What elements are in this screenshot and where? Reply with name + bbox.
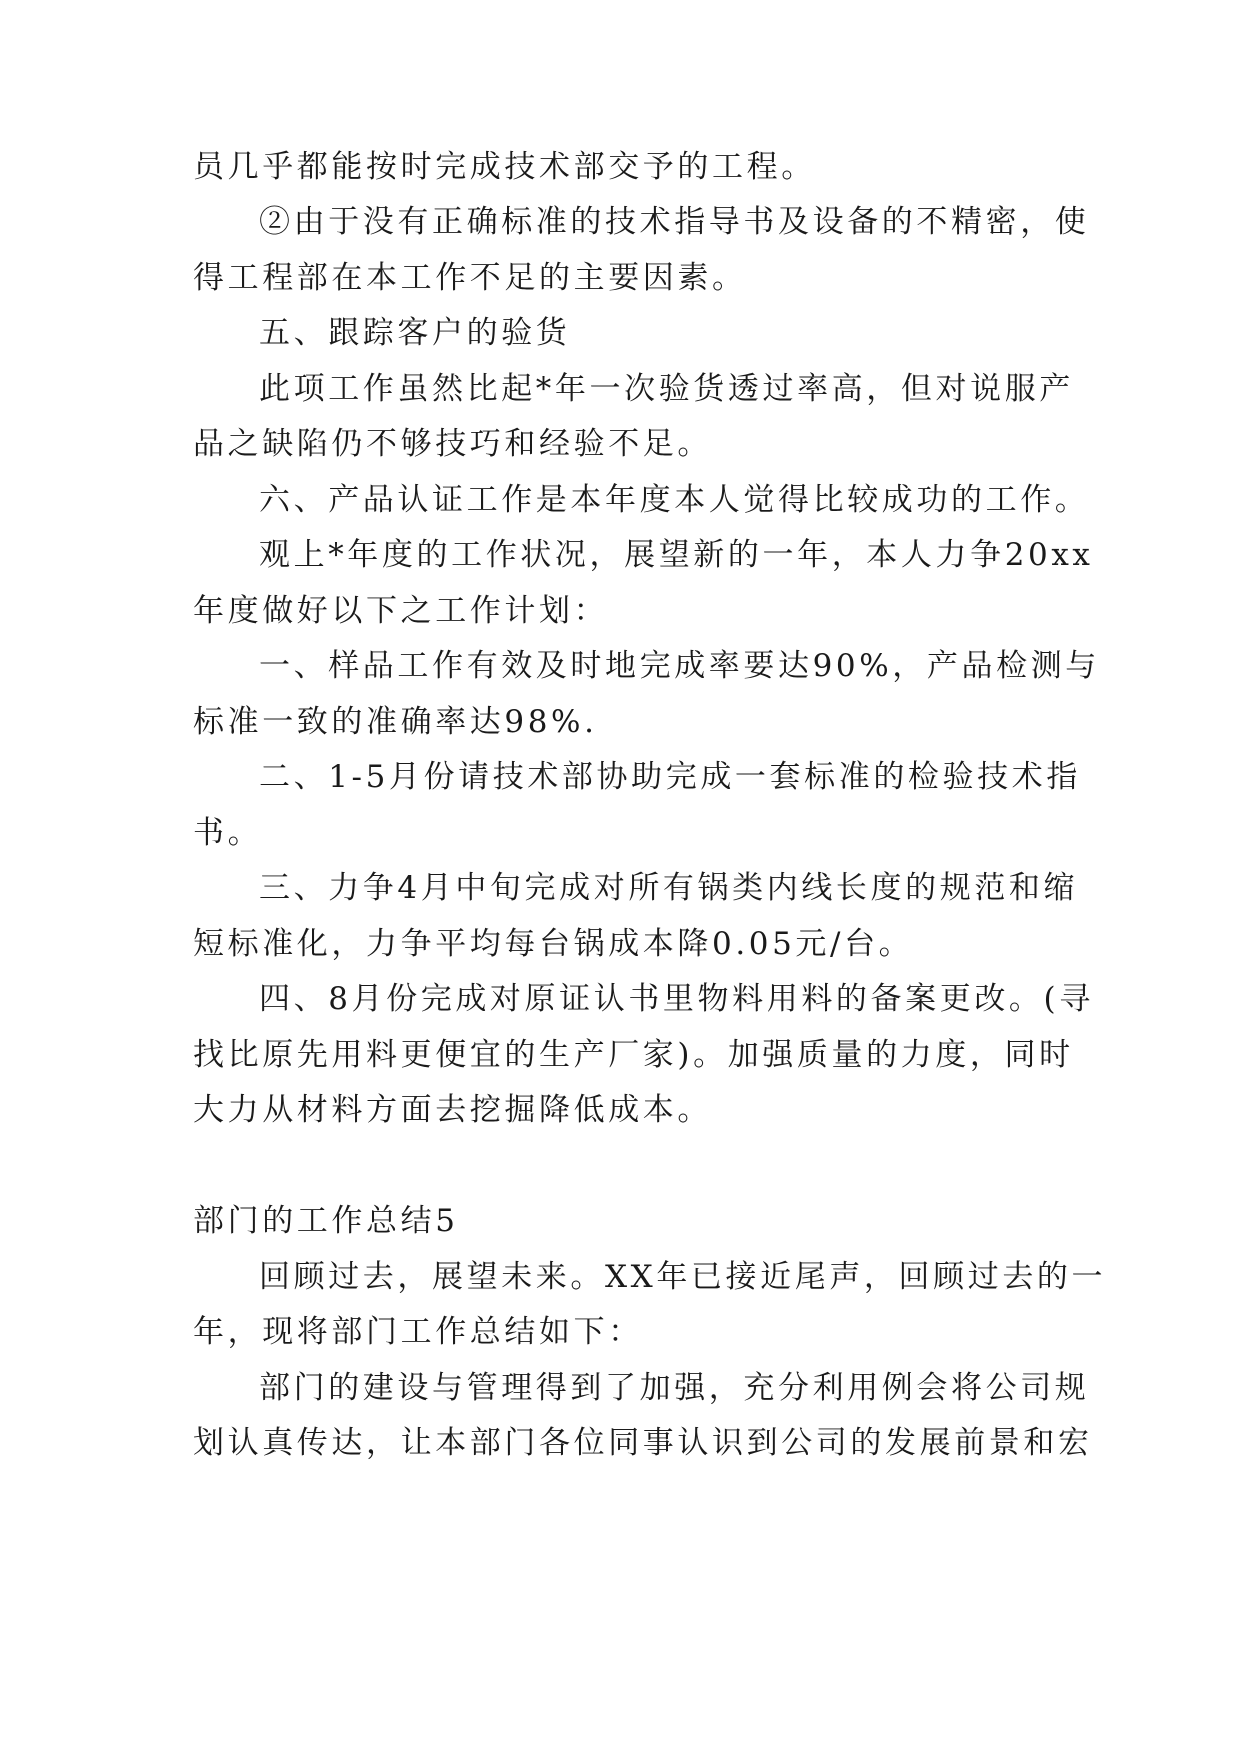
- text-line: 一、样品工作有效及时地完成率要达90%，产品检测与: [259, 648, 1100, 684]
- text-line: 品之缺陷仍不够技巧和经验不足。: [193, 426, 712, 462]
- text-line: 回顾过去，展望未来。XX年已接近尾声，回顾过去的一: [259, 1259, 1107, 1295]
- text-line: 短标准化，力争平均每台锅成本降0.05元/台。: [193, 926, 914, 962]
- text-line: 年，现将部门工作总结如下：: [193, 1314, 643, 1350]
- text-line: 书。: [193, 815, 263, 851]
- text-line: 三、力争4月中旬完成对所有锅类内线长度的规范和缩: [259, 870, 1079, 906]
- section-title: 部门的工作总结5: [193, 1203, 459, 1239]
- section-heading: 五、跟踪客户的验货: [259, 315, 571, 351]
- text-line: 大力从材料方面去挖掘降低成本。: [193, 1092, 712, 1128]
- text-line: 观上*年度的工作状况，展望新的一年，本人力争20xx: [259, 537, 1094, 573]
- text-line: 找比原先用料更便宜的生产厂家)。加强质量的力度，同时: [193, 1037, 1074, 1073]
- text-line: 此项工作虽然比起*年一次验货透过率高，但对说服产: [259, 371, 1074, 407]
- text-line: 二、1-5月份请技术部协助完成一套标准的检验技术指: [259, 759, 1081, 795]
- text-line: 得工程部在本工作不足的主要因素。: [193, 260, 747, 296]
- text-line: 划认真传达，让本部门各位同事认识到公司的发展前景和宏: [193, 1425, 1093, 1461]
- text-line: ②由于没有正确标准的技术指导书及设备的不精密，使: [259, 204, 1090, 240]
- text-line: 四、8月份完成对原证认书里物料用料的备案更改。(寻: [259, 981, 1094, 1017]
- section-heading: 六、产品认证工作是本年度本人觉得比较成功的工作。: [259, 482, 1090, 518]
- text-line: 标准一致的准确率达98%.: [193, 704, 598, 740]
- text-line: 员几乎都能按时完成技术部交予的工程。: [193, 149, 816, 185]
- text-line: 部门的建设与管理得到了加强，充分利用例会将公司规: [259, 1370, 1090, 1406]
- text-line: 年度做好以下之工作计划：: [193, 593, 609, 629]
